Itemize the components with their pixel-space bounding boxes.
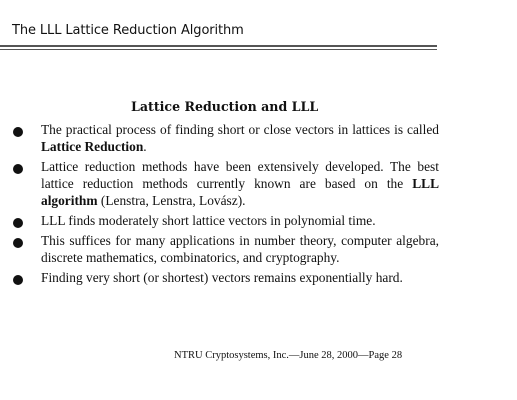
- bullet-dot-icon: [13, 275, 23, 285]
- bullet-text-part: .: [143, 139, 147, 154]
- bullet-text: [41, 121, 439, 155]
- bullet-dot-icon: [13, 127, 23, 137]
- bullet-dot-icon: [13, 218, 23, 228]
- bullet-text: [41, 269, 439, 286]
- bullet-item: [0, 269, 517, 286]
- bullet-dot-icon: [13, 238, 23, 248]
- header-rule-thick: [0, 45, 437, 47]
- bullet-text-part: Lattice reduction methods have been extensively developed. The best lattice reduction methods currently known are based on the: [41, 159, 439, 191]
- bullet-text-part: Finding very short (or shortest) vectors remains exponentially hard.: [41, 270, 403, 285]
- header-title: The LLL Lattice Reduction Algorithm: [12, 23, 244, 38]
- bullet-text-bold: Lattice Reduction: [41, 139, 144, 154]
- bullet-item: [0, 232, 517, 266]
- page-footer: NTRU Cryptosystems, Inc.—June 28, 2000—Page 28: [174, 350, 403, 361]
- bullet-item: [0, 121, 517, 155]
- bullet-text-part: LLL finds moderately short lattice vectors in polynomial time.: [41, 213, 376, 228]
- slide-heading: Lattice Reduction and LLL: [131, 99, 319, 114]
- bullet-list: [0, 121, 517, 289]
- bullet-text-part: The practical process of finding short or close vectors in lattices is called: [41, 122, 439, 137]
- bullet-text-part: This suffices for many applications in number theory, computer algebra, discrete mathematics, combinatorics, and cryptography.: [41, 233, 439, 265]
- bullet-dot-icon: [13, 164, 23, 174]
- bullet-item: [0, 212, 517, 229]
- bullet-text: [41, 212, 439, 229]
- bullet-text: [41, 158, 439, 209]
- header-rule-thin: [0, 49, 437, 50]
- bullet-text-part: (Lenstra, Lenstra, Lovász).: [97, 193, 246, 208]
- bullet-item: [0, 158, 517, 209]
- bullet-text-bold: LLL algorithm: [41, 176, 439, 208]
- bullet-text: [41, 232, 439, 266]
